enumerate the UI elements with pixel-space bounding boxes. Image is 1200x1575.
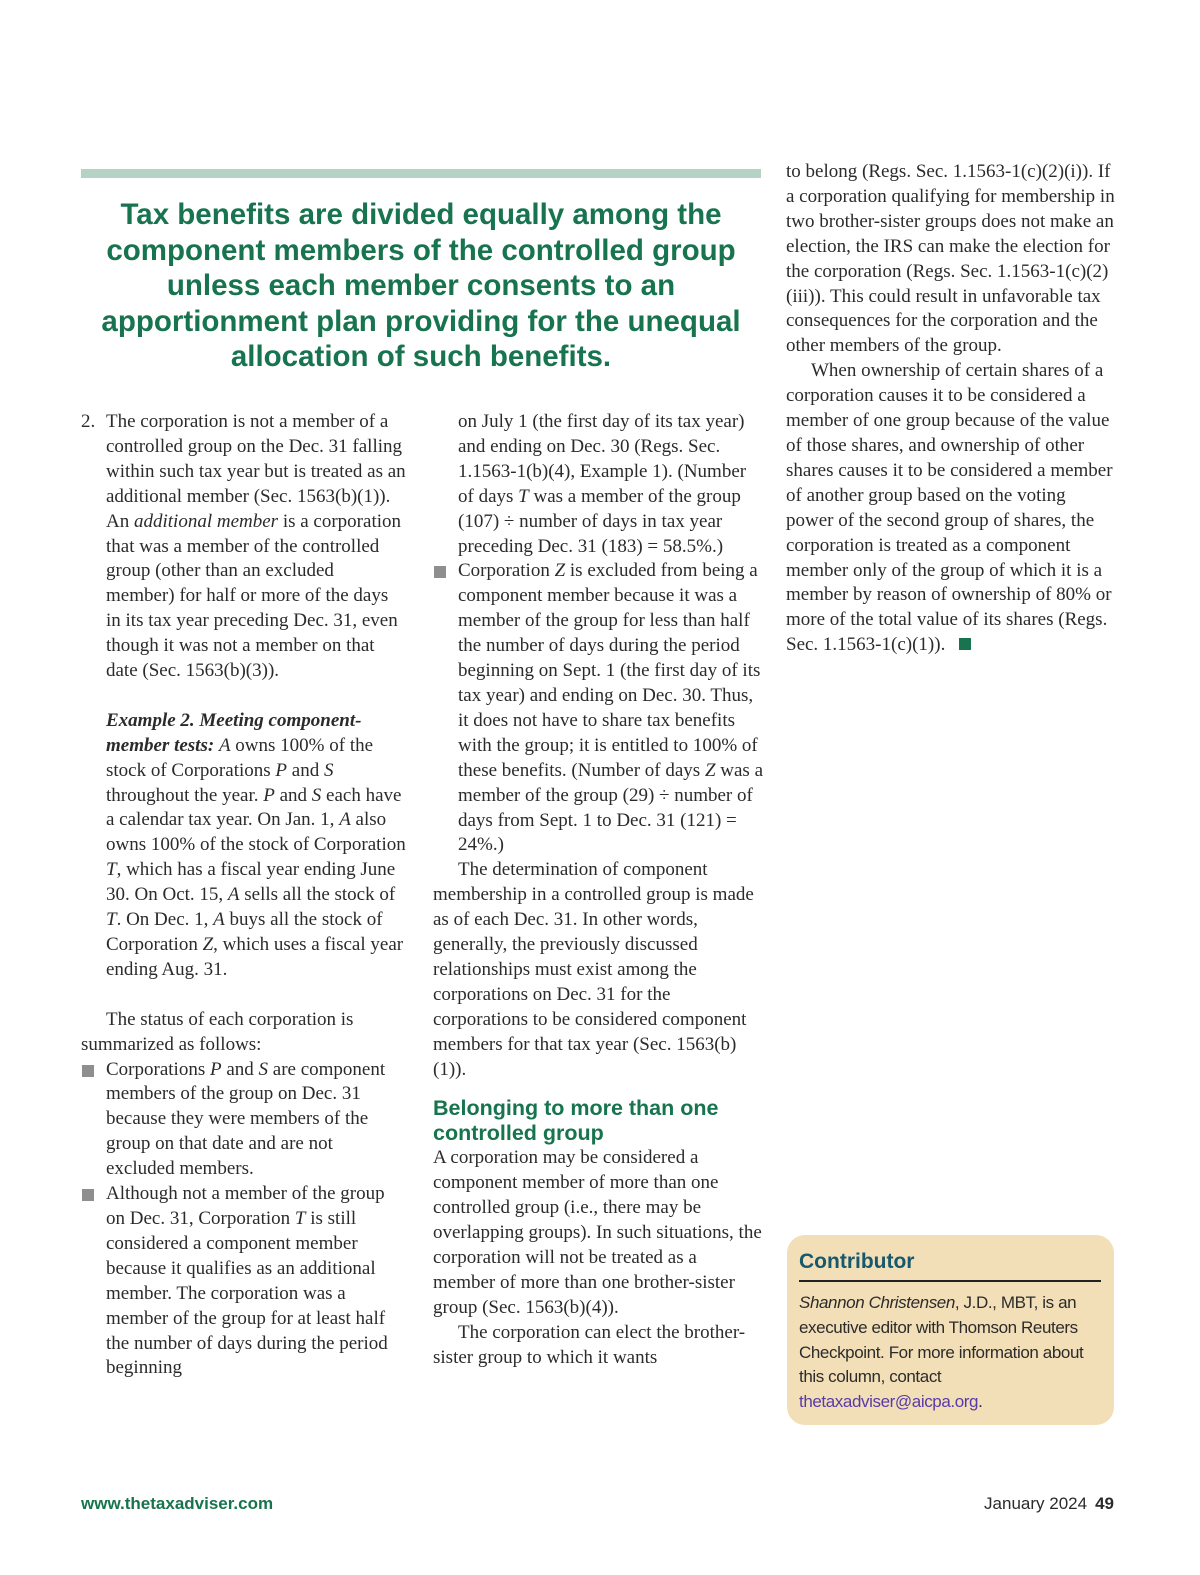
contributor-bio-text: , J.D., MBT, is an executive editor with Thomson Reuters Checkpoint. For more information about this column, contact [799, 1293, 1084, 1387]
contributor-bio-text: . [978, 1392, 983, 1412]
section-subhead: Belonging to more than one controlled group [433, 1096, 719, 1146]
example-text: sells all the stock of [239, 884, 396, 906]
footer-issue [984, 1494, 1114, 1514]
bullet-text: was a member of the group (29) ÷ number of days from Sept. 1 to Dec. 31 (121) = 24%.) [458, 759, 763, 856]
var-t: T [106, 909, 117, 931]
paragraph-text: When ownership of certain shares of a corporation causes it to be considered a member of one group because of the value of those shares, and ownership of other shares causes it to be considered a member of another group based on the voting power of the second group of shares, the corporation is treated as a component member only of the group of which it is a member by reason of ownership of 80% or more of the total value of its shares (Regs. Sec. 1.1563-1(c)(1)). [786, 360, 1113, 656]
summary-intro: The status of each corporation is summarized as follows: [81, 1008, 354, 1055]
example-text: . On Dec. 1, [116, 909, 214, 931]
var-p: P [275, 759, 288, 781]
example-text: each have a calendar tax year. On Jan. 1, [106, 784, 402, 831]
paragraph: to belong (Regs. Sec. 1.1563-1(c)(2)(i)). If a corporation qualifying for membership in two brother-sister groups does not make an election, the IRS can make the election for the corporation (Regs. Sec. 1.1563-1(c)(2)(iii)). This could result in unfavorable tax consequences for the corporation and the other members of the group. [786, 161, 1115, 357]
example-text: also owns 100% of the stock of Corporation [106, 809, 406, 856]
contributor-heading: Contributor [799, 1250, 915, 1273]
bullet-item [81, 1058, 406, 1183]
item2-term: additional member [133, 510, 279, 532]
var-t: T [106, 859, 117, 881]
var-z: Z [704, 759, 716, 781]
var-a: A [339, 809, 351, 831]
end-mark-icon [959, 638, 971, 650]
example-text: and [287, 759, 324, 781]
example-text: , which uses a fiscal year ending Aug. 31. [106, 934, 404, 980]
bullet-continuation [433, 410, 763, 559]
example-text: throughout the year. [106, 784, 264, 806]
footer-date: January 2024 [984, 1494, 1088, 1513]
var-a: A [213, 909, 225, 931]
paragraph: A corporation may be considered a component member of more than one controlled group (i.e., there may be overlapping groups). In such situations, the corporation will not be treated as a member of more than one brother-sister group (Sec. 1563(b)(4)). [433, 1147, 762, 1318]
paragraph-determination: The determination of component membership in a controlled group is made as of each Dec. 31. In other words, generally, the previously discussed relationships must exist among the corporations on Dec. 31 for the corporations to be considered component members for that tax year (Sec. 1563(b)(1)). [433, 859, 754, 1080]
example-title: Example 2. Meeting component-member tests: [106, 709, 362, 756]
bullet-item [81, 1182, 406, 1381]
bullet-text: Corporation [458, 560, 555, 582]
contributor-box [787, 1235, 1114, 1425]
var-s: S [323, 759, 334, 781]
var-z: Z [202, 934, 214, 956]
bullet-text: Although not a member of the group on Dec. 31, Corporation [106, 1183, 385, 1229]
var-p: P [209, 1058, 222, 1080]
paragraph [786, 359, 1116, 658]
bullet-text: Corporations [106, 1058, 210, 1080]
var-t: T [294, 1207, 306, 1229]
contributor-rule [799, 1280, 1101, 1282]
numbered-item-2 [81, 410, 406, 684]
column-1 [81, 410, 406, 1381]
var-p: P [263, 784, 275, 806]
bullet-text: are component members of the group on Dec. 31 because they were members of the group on that date and are not excluded members. [106, 1058, 386, 1180]
bullet-text: was a member of the group (107) ÷ number of days in tax year preceding Dec. 31 (183) = 58.5%.) [458, 485, 741, 557]
pullquote: Tax benefits are divided equally among the component members of the controlled group unless each member consents to an apportionment plan providing for the unequal allocation of such benefits. [101, 198, 741, 373]
example-text: and [274, 784, 312, 806]
var-z: Z [554, 560, 566, 582]
paragraph: The corporation can elect the brother-sister group to which it wants [433, 1321, 746, 1368]
var-a: A [227, 884, 240, 906]
example-2 [81, 709, 406, 983]
pullquote-rule [81, 169, 761, 178]
var-t: T [518, 485, 529, 507]
bullet-square [82, 1065, 94, 1077]
contributor-bio [799, 1291, 1099, 1415]
page-number: 49 [1095, 1494, 1114, 1513]
var-a: A [218, 734, 231, 756]
item-marker: 2. [81, 411, 96, 432]
contributor-name: Shannon Christensen [799, 1293, 955, 1312]
footer-website[interactable]: www.thetaxadviser.com [81, 1494, 274, 1513]
example-text: buys all the stock of Corporation [106, 909, 383, 956]
bullet-text: is excluded from being a component member because it was a member of the group for less than half the number of days during the period beginning on Sept. 1 (the first day of its tax year) and ending on Dec. 30. Thus, it does not have to share tax benefits with the group; it is entitled to 100% of these benefits. (Number of days [458, 560, 761, 781]
bullet-square [82, 1189, 94, 1201]
example-text: , which has a fiscal year ending June 30. On Oct. 15, [106, 859, 396, 906]
bullet-item [433, 559, 763, 858]
item2-text-a: The corporation is not a member of a controlled group on the Dec. 31 falling within such tax year but is treated as an additional member (Sec. 1563(b)(1)). An [106, 411, 406, 532]
bullet-text: is still considered a component member because it qualifies as an additional member. The corporation was a member of the group for at least half the number of days during the period beginning [106, 1207, 388, 1379]
example-text: owns 100% of the stock of Corporations [106, 734, 374, 781]
bullet-square [434, 566, 446, 578]
bullet-text: on July 1 (the first day of its tax year) and ending on Dec. 30 (Regs. Sec. 1.1563-1(b)(4), Example 1). (Number of days [458, 411, 747, 507]
column-3 [786, 160, 1116, 658]
bullet-text: and [221, 1058, 259, 1080]
contributor-email-link[interactable]: thetaxadviser@aicpa.org [799, 1392, 979, 1412]
item2-text-b: is a corporation that was a member of the controlled group (other than an excluded member) for half or more of the days in its tax year preceding Dec. 31, even though it was not a member on that date (Sec. 1563(b)(3)). [106, 510, 401, 682]
var-s: S [258, 1058, 269, 1080]
var-s: S [311, 784, 322, 806]
column-2 [433, 410, 763, 1371]
